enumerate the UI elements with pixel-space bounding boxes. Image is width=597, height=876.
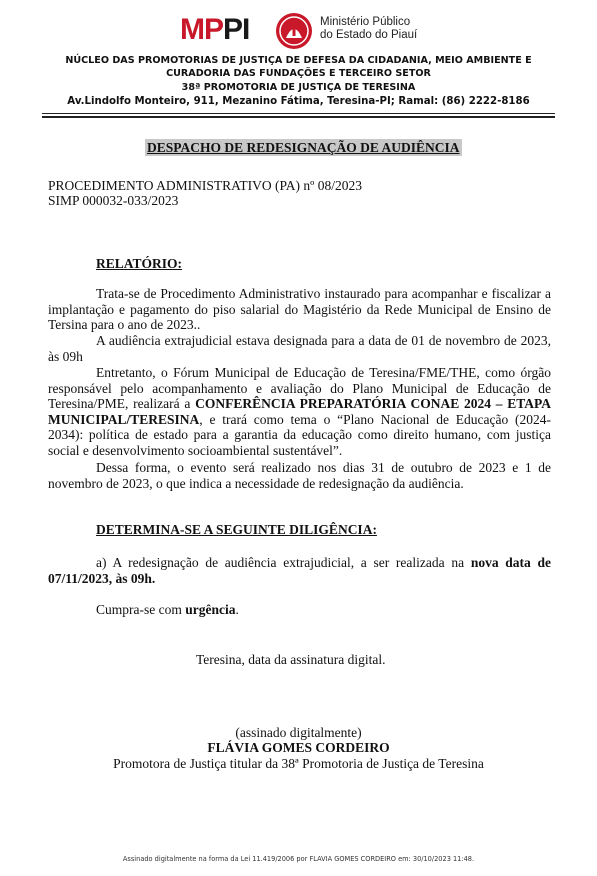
institution-name: Ministério Público do Estado do Piauí	[320, 16, 418, 41]
header-divider-thick	[42, 116, 555, 118]
signer-role: Promotora de Justiça titular da 38ª Promotoria de Justiça de Teresina	[113, 756, 484, 771]
header-line-2: CURADORIA DAS FUNDAÇÕES E TERCEIRO SETOR	[166, 68, 431, 79]
simp-number: SIMP 000032-033/2023	[48, 193, 179, 208]
new-date: nova data de 07/11/2023, às 09h.	[48, 555, 551, 586]
header-address: Av.Lindolfo Monteiro, 911, Mezanino Fátima, Teresina-PI; Ramal: (86) 2222-8186	[67, 96, 530, 107]
paragraph-1: Trata-se de Procedimento Administrativo instaurado para acompanhar e fiscalizar a implantação e pagamento do piso salarial do Magistério da Rede Municipal de Ensino de Tersina para o ano de 2023..	[48, 286, 551, 332]
signed-digitally: (assinado digitalmente)	[235, 725, 362, 740]
cumpra-se: Cumpra-se com urgência.	[96, 602, 239, 617]
conference-name: CONFERÊNCIA PREPARATÓRIA CONAE 2024 – ETAPA MUNICIPAL/TERESINA	[48, 396, 551, 427]
document-title: DESPACHO DE REDESIGNAÇÃO DE AUDIÊNCIA	[147, 140, 460, 155]
header-line-3: 38ª PROMOTORIA DE JUSTIÇA DE TERESINA	[181, 82, 416, 93]
header-divider	[42, 113, 555, 114]
determination-heading: DETERMINA-SE A SEGUINTE DILIGÊNCIA:	[96, 522, 377, 537]
diligence-item-a: a) A redesignação de audiência extrajudicial, a ser realizada na nova data de 07/11/2023, às 09h.	[48, 555, 551, 586]
report-heading: RELATÓRIO:	[96, 256, 183, 271]
signer-name: FLÁVIA GOMES CORDEIRO	[207, 740, 390, 755]
mppi-logo: MPPI	[180, 13, 250, 46]
paragraph-3: Entretanto, o Fórum Municipal de Educação de Teresina/FME/THE, como órgão responsável pelo acompanhamento e avaliação do Plano Municipal de Educação de Teresina/PME, realizará a CONFERÊNCIA PREPARATÓRIA CONAE 2024 – ETAPA MUNICIPAL/TERESINA, e trará como tema o “Plano Nacional de Educação (2024-2034): política de estado para a garantia da educação como direito humano, com justiça social e desenvolvimento socioambiental sustentável”.	[48, 365, 551, 458]
place-date: Teresina, data da assinatura digital.	[196, 652, 386, 667]
digital-signature-footer: Assinado digitalmente na forma da Lei 11.419/2006 por FLAVIA GOMES CORDEIRO em: 30/10/2023 11:48.	[122, 855, 475, 863]
header-line-1: NÚCLEO DAS PROMOTORIAS DE JUSTIÇA DE DEFESA DA CIDADANIA, MEIO AMBIENTE E	[65, 55, 532, 66]
paragraph-4: Dessa forma, o evento será realizado nos dias 31 de outubro de 2023 e 1 de novembro de 2023, o que indica a necessidade de redesignação da audiência.	[48, 460, 551, 491]
procedure-number: PROCEDIMENTO ADMINISTRATIVO (PA) nº 08/2023	[48, 178, 362, 193]
header-logo	[0, 10, 597, 50]
urgency: urgência	[185, 602, 236, 617]
state-seal-icon	[275, 12, 313, 50]
paragraph-2: A audiência extrajudicial estava designada para a data de 01 de novembro de 2023, às 09h	[48, 333, 551, 364]
